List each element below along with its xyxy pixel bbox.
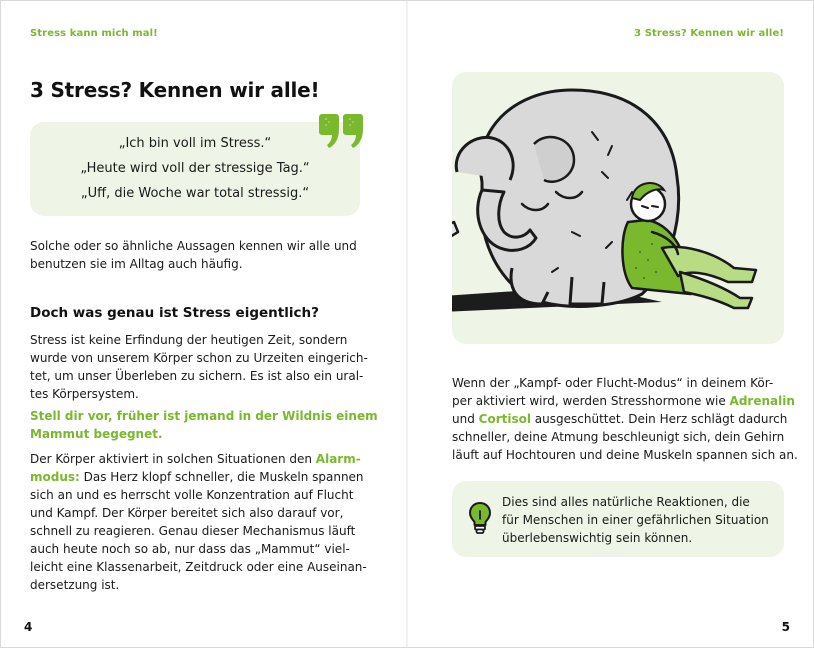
text-segment: und: [452, 412, 479, 426]
text-line: schneller, deine Atmung beschleunigt sich, dein Gehirn: [452, 430, 785, 444]
illustration-mammoth-and-person: [452, 72, 784, 344]
text-segment: Der Körper aktiviert in solchen Situationen den: [30, 452, 316, 466]
tip-text: [502, 493, 769, 547]
term-adrenalin: Adrenalin: [729, 394, 795, 408]
page-gutter: [406, 0, 408, 648]
text-line: Mammut begegnet.: [30, 427, 163, 441]
text-line: dersetzung ist.: [30, 578, 120, 592]
text-line: Solche oder so ähnliche Aussagen kennen wir alle und: [30, 239, 357, 253]
text-line: für Menschen in einer gefährlichen Situation: [502, 513, 769, 527]
term-alarmmodus-cont: modus:: [30, 470, 80, 484]
quote-marks-icon: [318, 110, 368, 150]
illustration-panel: [452, 72, 784, 344]
text-segment: per aktiviert wird, werden Stresshormone wie: [452, 394, 730, 408]
lightbulb-icon: [468, 501, 492, 535]
running-head-left: Stress kann mich mal!: [30, 28, 158, 39]
text-line: [452, 392, 798, 410]
term-cortisol: Cortisol: [478, 412, 531, 426]
text-line: schnell zu reagieren. Genau dieser Mechanismus läuft: [30, 524, 356, 538]
text-line: wurde von unserem Körper schon zu Urzeiten eingerich-: [30, 351, 368, 365]
text-line: Wenn der „Kampf- oder Flucht-Modus“ in deinem Kör-: [452, 376, 774, 390]
body-paragraph-1: [30, 331, 368, 403]
text-line: benutzen sie im Alltag auch häufig.: [30, 257, 243, 271]
text-line: [30, 468, 367, 486]
chapter-title: 3 Stress? Kennen wir alle!: [30, 78, 320, 102]
text-line: Stell dir vor, früher ist jemand in der Wildnis einem: [30, 409, 378, 423]
text-line: [452, 410, 798, 428]
quote-box: [30, 122, 360, 216]
quote-line: „Heute wird voll der stressige Tag.“: [80, 161, 310, 176]
section-heading: Doch was genau ist Stress eigentlich?: [30, 305, 319, 321]
highlight-paragraph: [30, 407, 378, 443]
text-line: leicht eine Klassenarbeit, Zeitdruck oder eine Auseinan-: [30, 560, 367, 574]
text-line: überlebenswichtig sein können.: [502, 531, 693, 545]
text-line: tet, um unser Überleben zu sichern. Es ist also ein ural-: [30, 369, 364, 383]
page-number-left: 4: [24, 620, 33, 634]
quote-line: „Ich bin voll im Stress.“: [118, 136, 272, 151]
text-line: Stress ist keine Erfindung der heutigen Zeit, sondern: [30, 333, 348, 347]
quote-line: „Uff, die Woche war total stressig.“: [80, 186, 310, 201]
text-segment: Das Herz klopf schneller, die Muskeln spannen: [79, 470, 364, 484]
page-number-right: 5: [781, 620, 790, 634]
right-body-paragraph: [452, 374, 798, 464]
text-line: läuft auf Hochtouren und deine Muskeln spannen sich an.: [452, 448, 798, 462]
body-paragraph-2: [30, 450, 367, 594]
text-line: und Kampf. Der Körper bereitet sich also darauf vor,: [30, 506, 344, 520]
term-alarmmodus: Alarm-: [315, 452, 361, 466]
tip-box: [452, 481, 784, 557]
text-line: auch heute noch so ab, nur dass das „Mammut“ viel-: [30, 542, 350, 556]
text-line: Dies sind alles natürliche Reaktionen, die: [502, 495, 750, 509]
text-segment: ausgeschüttet. Dein Herz schlägt dadurch: [530, 412, 788, 426]
text-line: sich an und es herrscht volle Konzentration auf Flucht: [30, 488, 354, 502]
text-line: tes Körpersystem.: [30, 387, 139, 401]
intro-paragraph: [30, 237, 357, 273]
running-head-right: 3 Stress? Kennen wir alle!: [634, 28, 784, 39]
text-line: [30, 450, 367, 468]
